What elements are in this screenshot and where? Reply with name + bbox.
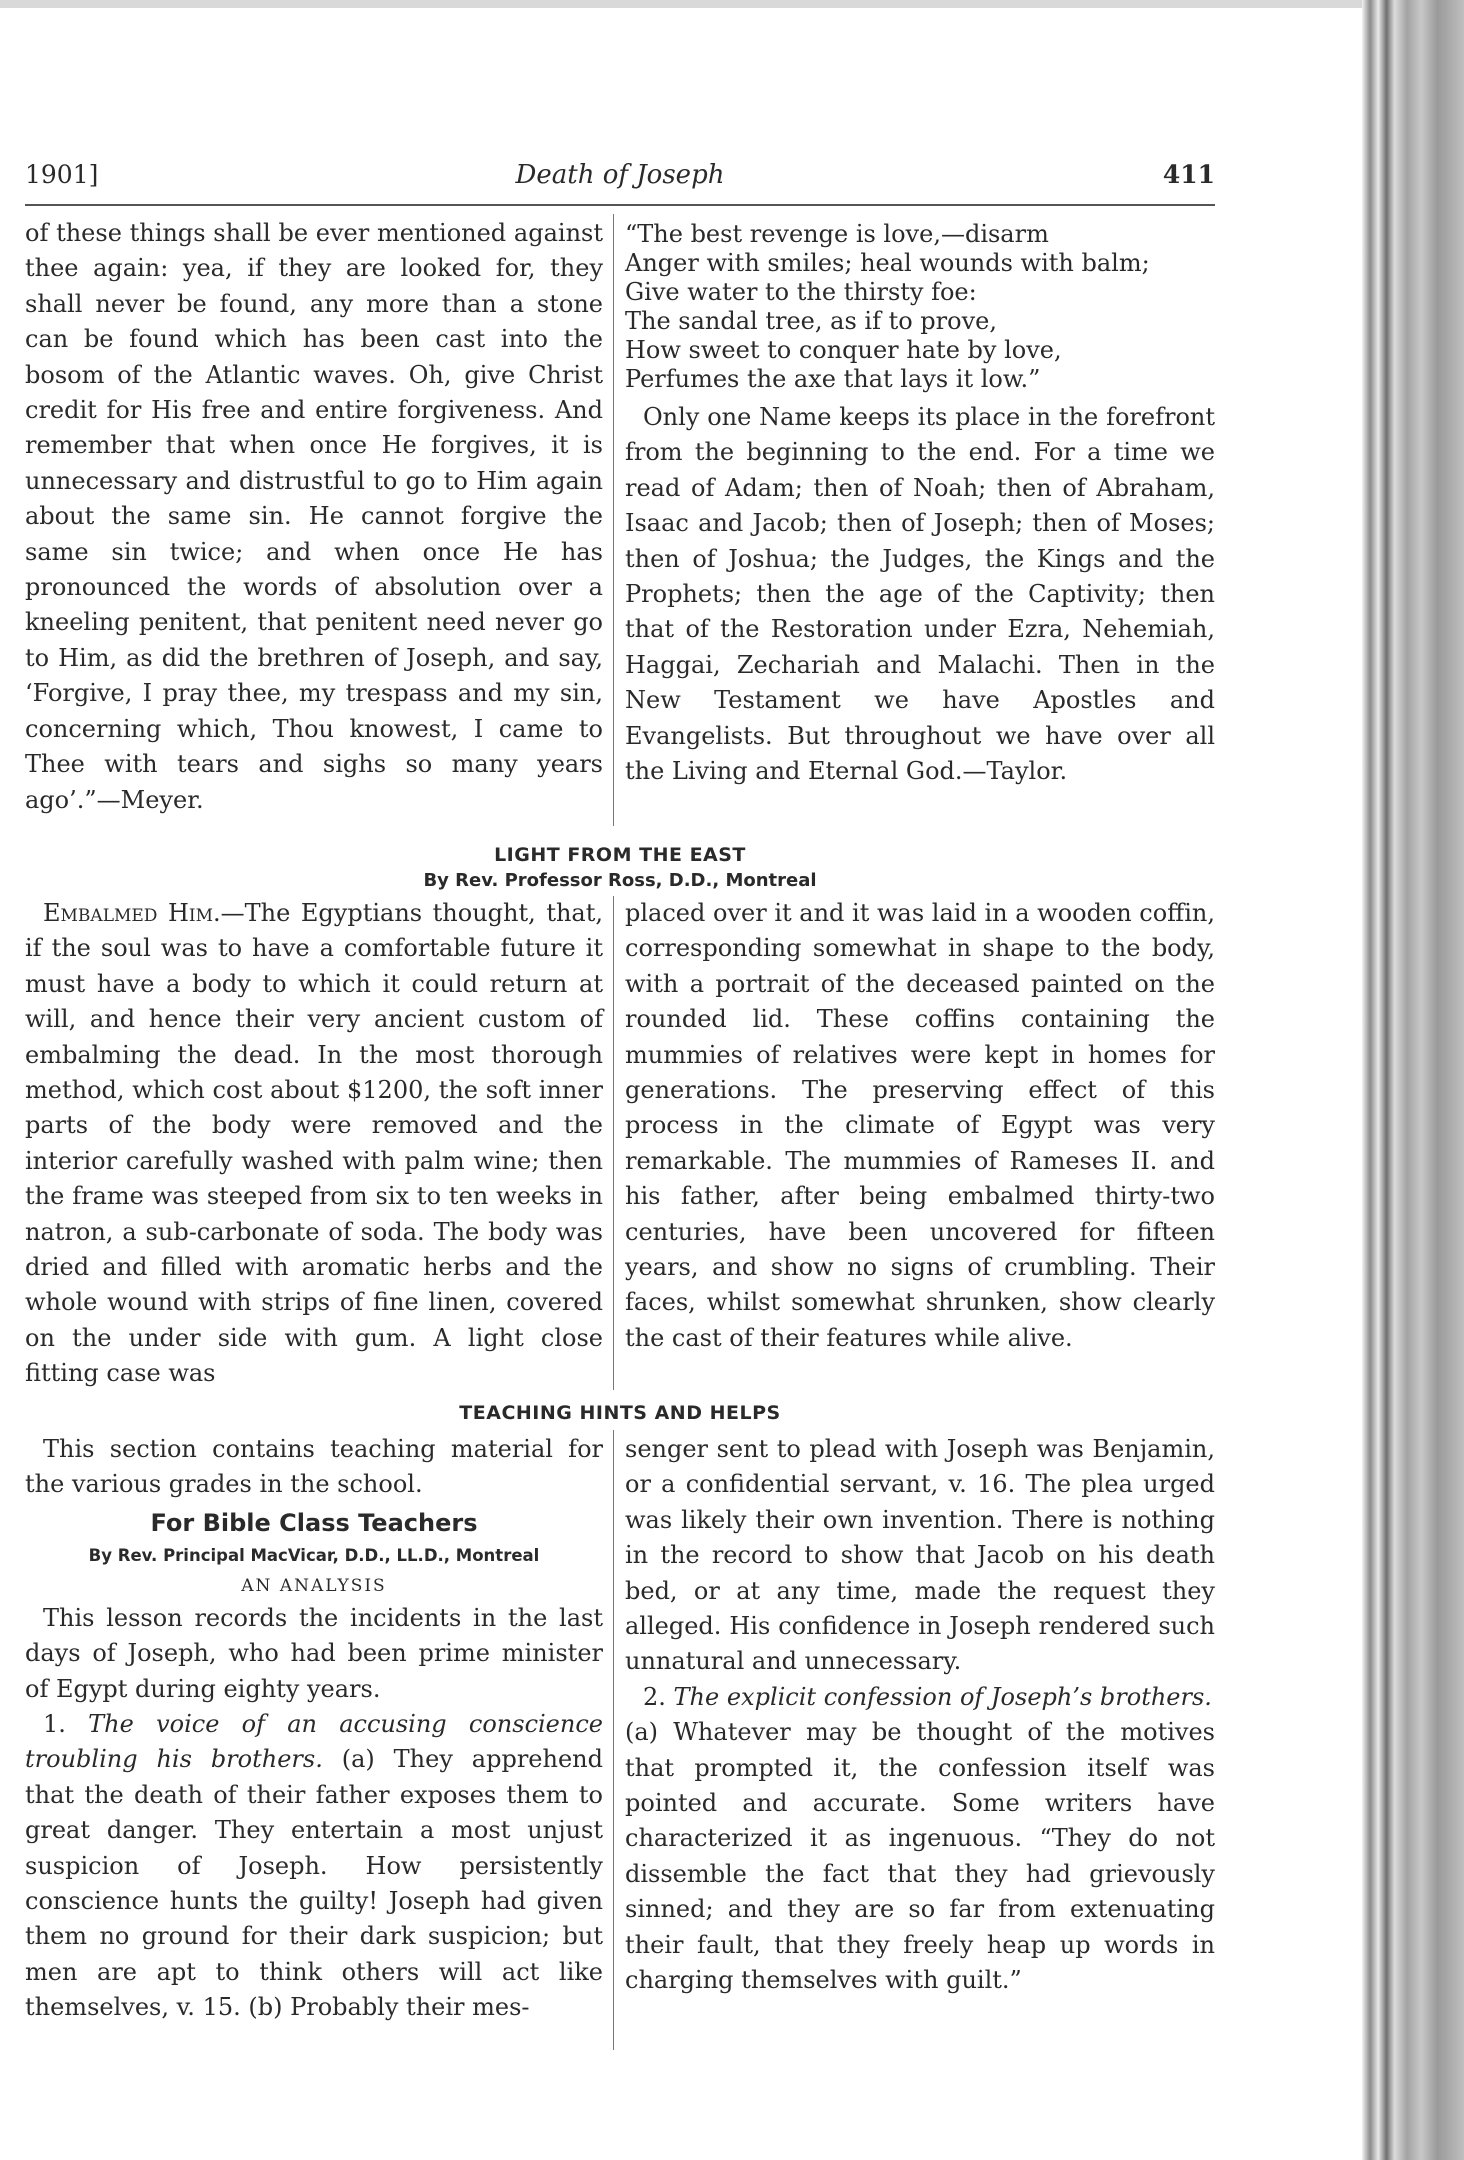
top-left-text: of these things shall be ever mentioned against thee again: yea, if they are looked for, they shall never be found, any more than a stone can be found which has been cast into the bosom of the Atlantic waves. Oh, give Christ credit for His free and entire forgiveness. And remember that when once He forgives, it is unnecessary and distrustful to go to Him again about the same sin. He cannot forgive the same sin twice; and when once He has pronounced the words of absolution over a kneeling penitent, that penitent need never go to Him, as did the brethren of Joseph, and say, ‘Forgive, I pray thee, my trespass and my sin, concerning which, Thou knowest, I came to Thee with tears and sighs so many years ago’.”—Meyer. bbox=[25, 219, 603, 814]
point-2-title: The explicit confession of Joseph’s brothers. bbox=[673, 1682, 1212, 1711]
lead-in: Embalmed Him. bbox=[43, 899, 221, 927]
light-left-paragraph bbox=[25, 896, 603, 1392]
teaching-left-column bbox=[25, 1432, 603, 2026]
section-byline-light: By Rev. Professor Ross, D.D., Montreal bbox=[423, 870, 817, 891]
top-right-column bbox=[625, 220, 1215, 789]
section-heading-teaching: TEACHING HINTS AND HELPS bbox=[459, 1402, 781, 1424]
header-rule bbox=[25, 204, 1215, 206]
point-2-number: 2. bbox=[643, 1682, 666, 1711]
poem-line: Perfumes the axe that lays it low.” bbox=[625, 365, 1041, 393]
subheading: For Bible Class Teachers bbox=[150, 1508, 478, 1537]
page-number: 411 bbox=[1162, 160, 1215, 189]
column-divider bbox=[613, 214, 614, 826]
column-divider bbox=[613, 1430, 614, 2050]
point-1-title: The voice of an accusing conscience troubling his brothers. bbox=[25, 1710, 603, 1774]
teaching-right-column bbox=[625, 1432, 1215, 1999]
light-left-text: —The Egyptians thought, that, if the soul was to have a comfortable future it must have a body to which it could return at will, and hence their very ancient custom of embalming the dead. In the most thorough method, which cost about $1200, the soft inner parts of the body were removed and the interior carefully washed with palm wine; then the frame was steeped from six to ten weeks in natron, a sub-carbonate of soda. The body was dried and filled with aromatic herbs and the whole wound with strips of fine linen, covered on the under side with gum. A light close fitting case was bbox=[25, 899, 603, 1388]
poem-line: “The best revenge is love,—disarm bbox=[625, 220, 1049, 248]
light-left-column bbox=[25, 896, 603, 1392]
point-2-text: (a) Whatever may be thought of the motives that prompted it, the confession itself was pointed and accurate. Some writers have characterized it as ingenuous. “They do not dissemble the fact that they had grievously sinned; and they are so far from extenuating their fault, that they freely heap up words in charging themselves with guilt.” bbox=[625, 1718, 1215, 1995]
light-right-column bbox=[625, 896, 1215, 1356]
point-1 bbox=[25, 1707, 603, 2026]
analysis-paragraph: This lesson records the incidents in the last days of Joseph, who had been prime minister of Egypt during eighty years. bbox=[25, 1603, 603, 1703]
poem-line: Give water to the thirsty foe: bbox=[625, 278, 977, 306]
right-continuation: senger sent to plead with Joseph was Benjamin, or a confidential servant, v. 16. The plea urged was likely their own invention. There is nothing in the record to show that Jacob on his death bed, or at any time, made the request they alleged. His confidence in Joseph rendered such unnatural and unnecessary. bbox=[625, 1435, 1215, 1676]
running-head-year: 1901] bbox=[25, 160, 99, 189]
analysis-label: AN ANALYSIS bbox=[241, 1575, 387, 1596]
book-page-edges bbox=[1362, 0, 1464, 2160]
section-heading-light: LIGHT FROM THE EAST bbox=[494, 844, 746, 866]
running-head bbox=[25, 160, 1215, 200]
teaching-intro: This section contains teaching material for the various grades in the school. bbox=[25, 1435, 603, 1499]
poem-line: How sweet to conquer hate by love, bbox=[625, 336, 1062, 364]
poem-line: Anger with smiles; heal wounds with balm; bbox=[625, 249, 1150, 277]
point-2 bbox=[625, 1680, 1215, 1715]
top-left-column bbox=[25, 216, 603, 818]
column-divider bbox=[613, 896, 614, 1390]
light-right-text: placed over it and it was laid in a wooden coffin, corresponding somewhat in shape to the body, with a portrait of the deceased painted on the rounded lid. These coffins containing the mummies of relatives were kept in homes for generations. The preserving effect of this process in the climate of Egypt was very remarkable. The mummies of Rameses II. and his father, after being embalmed thirty-two centuries, have been uncovered for fifteen years, and show no signs of crumbling. Their faces, whilst somewhat shrunken, show clearly the cast of their features while alive. bbox=[625, 899, 1215, 1352]
running-head-title: Death of Joseph bbox=[515, 160, 725, 190]
point-1-number: 1. bbox=[43, 1710, 66, 1739]
top-right-paragraph: Only one Name keeps its place in the forefront from the beginning to the end. For a time we read of Adam; then of Noah; then of Abraham, Isaac and Jacob; then of Joseph; then of Moses; then of Joshua; the Judges, the Kings and the Prophets; then the age of the Captivity; then that of the Restoration under Ezra, Nehemiah, Haggai, Zechariah and Malachi. Then in the New Testament we have Apostles and Evangelists. But throughout we have over all the Living and Eternal God.—Taylor. bbox=[625, 403, 1215, 786]
poem bbox=[625, 220, 1215, 394]
sub-byline: By Rev. Principal MacVicar, D.D., LL.D., Montreal bbox=[88, 1545, 540, 1565]
poem-line: The sandal tree, as if to prove, bbox=[625, 307, 997, 335]
point-1-text: (a) They apprehend that the death of their father exposes them to great danger. They entertain a most unjust suspicion of Joseph. How persistently conscience hunts the guilty! Joseph had given them no ground for their dark suspicion; but men are apt to think others will act like themselves, v. 15. (b) Probably their mes- bbox=[25, 1745, 603, 2022]
